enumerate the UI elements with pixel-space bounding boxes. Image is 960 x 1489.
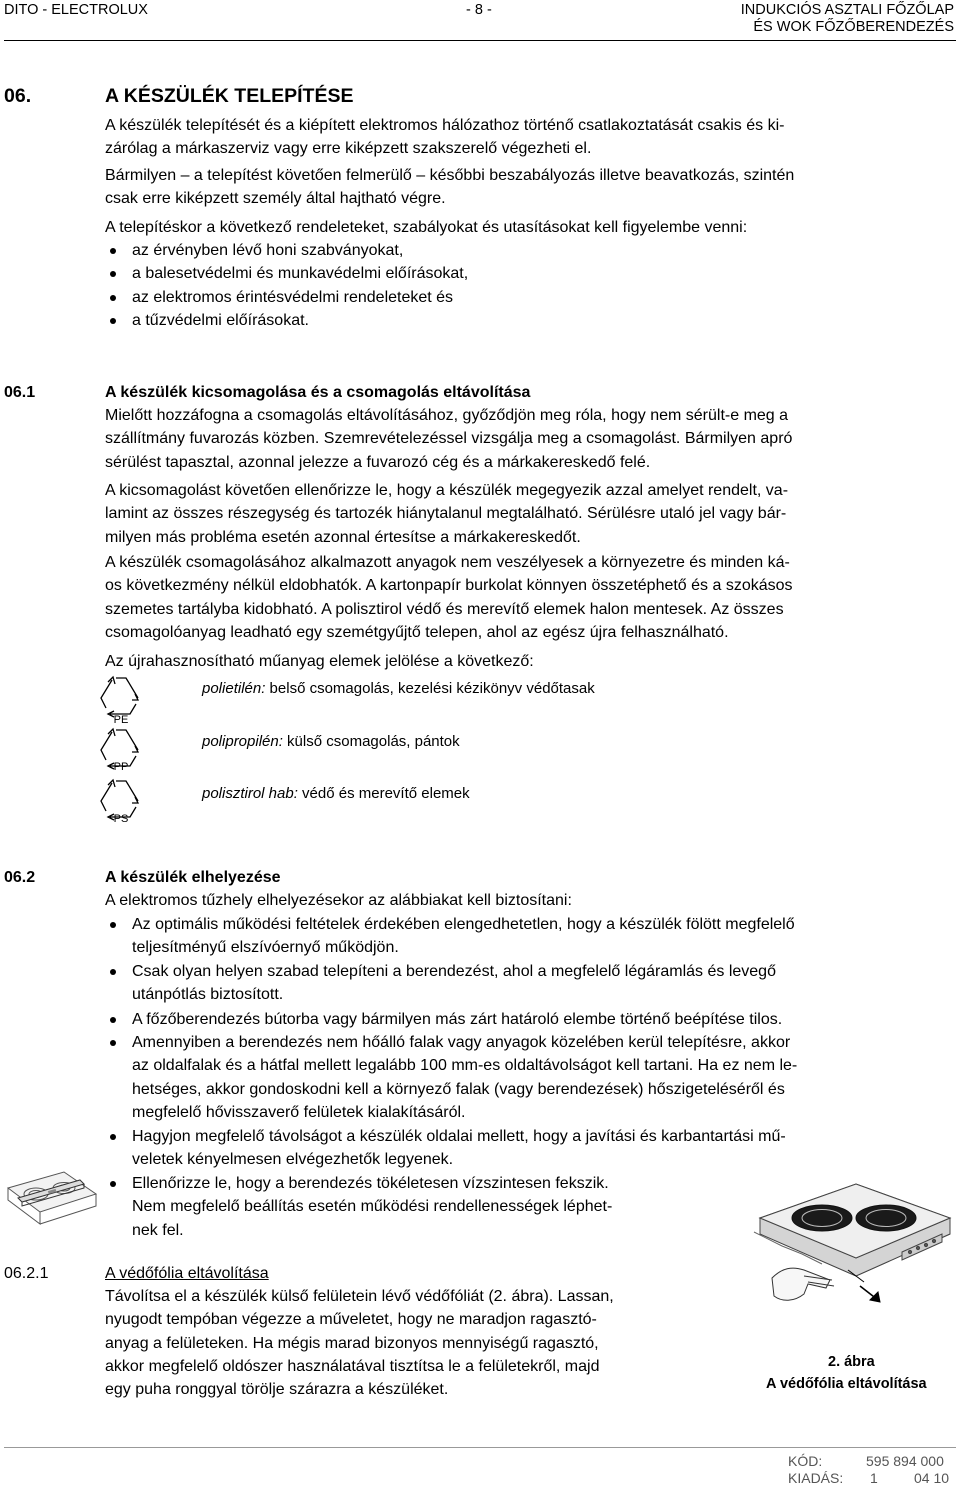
text-line: nyugodt tempóban végezze a műveletet, hogy ne maradjon ragasztó-	[105, 1311, 597, 1329]
paragraph	[105, 551, 955, 644]
header-right	[741, 2, 954, 36]
section-title: A készülék elhelyezése	[105, 869, 281, 886]
figure-caption: A védőfólia eltávolítása	[766, 1376, 927, 1392]
recycle-label-pp: polipropilén: külső csomagolás, pántok	[202, 733, 460, 750]
section-number: 06.2	[4, 869, 36, 886]
text-line: Távolítsa el a készülék külső felületein lévő védőfóliát (2. ábra). Lassan,	[105, 1288, 614, 1305]
bullet-icon	[110, 969, 116, 975]
section-number: 06.2.1	[4, 1265, 49, 1282]
list-item: Az optimális működési feltételek érdekében elengedhetetlen, hogy a készülék fölött megfelelő teljesítményű elszívóernyő működjön.	[132, 916, 795, 957]
section-title: A védőfólia eltávolítása	[105, 1265, 269, 1282]
list-item: a balesetvédelmi és munkavédelmi előírásokat,	[132, 265, 469, 282]
text-line: A készülék csomagolásához alkalmazott anyagok nem veszélyesek a környezetre és minden ká-	[105, 554, 790, 571]
list-item: az elektromos érintésvédelmi rendeleteket és	[132, 289, 454, 306]
paragraph: A telepítéskor a következő rendeleteket, szabályokat és utasításokat kell figyelembe venni:	[105, 219, 748, 236]
text-line: csomagolóanyag leadható egy szemétgyűjtő telepen, ahol az egész újra felhasználható.	[105, 623, 729, 641]
footer-edition-value: 1	[870, 1470, 878, 1486]
page-number: - 8 -	[466, 2, 492, 18]
footer-code-label: KÓD:	[788, 1453, 823, 1469]
text-line: csak erre kiképzett személy által hajtható végre.	[105, 190, 446, 208]
section-title: A készülék kicsomagolása és a csomagolás eltávolítása	[105, 384, 531, 401]
text-line: zárólag a márkaszerviz vagy erre kiképzett szakszerelő végezheti el.	[105, 140, 592, 158]
header-left: DITO - ELECTROLUX	[4, 2, 148, 18]
bullet-icon	[110, 318, 116, 324]
paragraph	[105, 164, 955, 211]
list-item: Ellenőrizze le, hogy a berendezés tökéletesen vízszintesen fekszik. Nem megfelelő beállítás esetén működési rendellenességek léphet- nek fel.	[132, 1175, 613, 1239]
recycle-ps-icon	[98, 777, 144, 827]
section-number: 06.1	[4, 384, 36, 401]
paragraph: A elektromos tűzhely elhelyezésekor az alábbiakat kell biztosítani:	[105, 892, 572, 909]
recycle-label-ps: polisztirol hab: védő és merevítő elemek	[202, 785, 470, 802]
list-item: Hagyjon megfelelő távolságot a készülék oldalai mellett, hogy a javítási és karbantartási mű- veletek kényelmesen elvégezhetők legyenek.	[132, 1128, 786, 1169]
list-item: A főzőberendezés bútorba vagy bármilyen más zárt határoló elembe történő beépítése tilos.	[132, 1011, 783, 1028]
text-line: Mielőtt hozzáfogna a csomagolás eltávolításához, győződjön meg róla, hogy nem sérült-e meg a	[105, 407, 789, 424]
header-right-line2: ÉS WOK FŐZŐBERENDEZÉS	[753, 19, 954, 35]
footer-code-value: 595 894 000	[866, 1453, 944, 1469]
recycle-code: PS	[113, 813, 129, 825]
level-check-illustration	[4, 1150, 100, 1240]
recycle-pp-icon	[98, 726, 144, 776]
bullet-icon	[110, 922, 116, 928]
section-number: 06.	[4, 85, 32, 107]
bullet-icon	[110, 1017, 116, 1023]
header-rule	[4, 40, 956, 41]
recycle-label-pe: polietilén: belső csomagolás, kezelési kézikönyv védőtasak	[202, 680, 595, 697]
text-line: anyag a felületeken. Ha mégis marad bizonyos mennyiségű ragasztó,	[105, 1334, 599, 1352]
list-item: Csak olyan helyen szabad telepíteni a berendezést, ahol a megfelelő légáramlás és levegő utánpótlás biztosított.	[132, 963, 776, 1004]
footer-rule	[4, 1447, 956, 1448]
text-line: lamint az összes részegység és tartozék hiánytalanul megtalálható. Sérülésre utaló jel vagy bár-	[105, 505, 787, 523]
footer-edition-label: KIADÁS:	[788, 1470, 844, 1486]
text-line: egy puha ronggyal törölje szárazra a készüléket.	[105, 1381, 449, 1399]
paragraph: Az újrahasznosítható műanyag elemek jelölése a következő:	[105, 653, 534, 670]
text-line: szemetes tartályba kidobható. A polisztirol védő és merevítő elemek halon mentesek. Az összes	[105, 600, 784, 618]
bullet-icon	[110, 1040, 116, 1046]
text-line: szállítmány fuvarozás közben. Szemrevételezéssel vizsgálja meg a csomagolást. Bármilyen apró	[105, 430, 793, 448]
text-line: akkor megfelelő oldószer használatával tisztítsa le a felületekről, majd	[105, 1357, 600, 1375]
text-line: A készülék telepítését és a kiépített elektromos hálózathoz történő csatlakoztatását csakis és ki-	[105, 117, 785, 134]
list-item: az érvényben lévő honi szabványokat,	[132, 242, 404, 259]
bullet-icon	[110, 271, 116, 277]
bullet-icon	[110, 248, 116, 254]
header-right-line1: INDUKCIÓS ASZTALI FŐZŐLAP	[740, 2, 954, 18]
bullet-icon	[110, 295, 116, 301]
paragraph	[105, 479, 955, 549]
recycle-pe-icon	[98, 674, 144, 726]
bullet-icon	[110, 1134, 116, 1140]
protective-film-figure	[752, 1168, 958, 1348]
paragraph	[105, 404, 955, 474]
recycle-code: PE	[113, 714, 129, 726]
section-title: A KÉSZÜLÉK TELEPÍTÉSE	[105, 85, 354, 107]
list-item: a tűzvédelmi előírásokat.	[132, 312, 309, 329]
text-line: milyen más probléma esetén azonnal értesítse a márkakereskedőt.	[105, 528, 581, 546]
text-line: Bármilyen – a telepítést követően felmerülő – későbbi beszabályozás illetve beavatkozás, szintén	[105, 167, 795, 184]
list-item: Amennyiben a berendezés nem hőálló falak vagy anyagok közelében kerül telepítésre, akkor az oldalfalak és a hátfal mellett legalább 100 mm-es oldaltávolságot kell tartani. Ha ez nem le- hetséges, akkor gondoskodni kell a környező falak (vagy berendezések) hőszigeteléséről és megfelelő hővisszaverő felületek kialakításáról.	[132, 1034, 798, 1121]
text-line: A kicsomagolást követően ellenőrizze le, hogy a készülék megegyezik azzal amelyet rendelt, va-	[105, 482, 789, 499]
recycle-code: PP	[113, 761, 129, 773]
footer-edition-date: 04 10	[914, 1470, 950, 1486]
text-line: sérülést tapasztal, azonnal jelezze a fuvarozó cég és a márkakereskedő felé.	[105, 453, 651, 471]
bullet-icon	[110, 1181, 116, 1187]
paragraph	[105, 1285, 741, 1401]
figure-number: 2. ábra	[828, 1354, 875, 1370]
text-line: os következmény nélkül eldobhatók. A kartonpapír burkolat könnyen összetéphető és a szokásos	[105, 577, 793, 595]
paragraph	[105, 114, 955, 161]
